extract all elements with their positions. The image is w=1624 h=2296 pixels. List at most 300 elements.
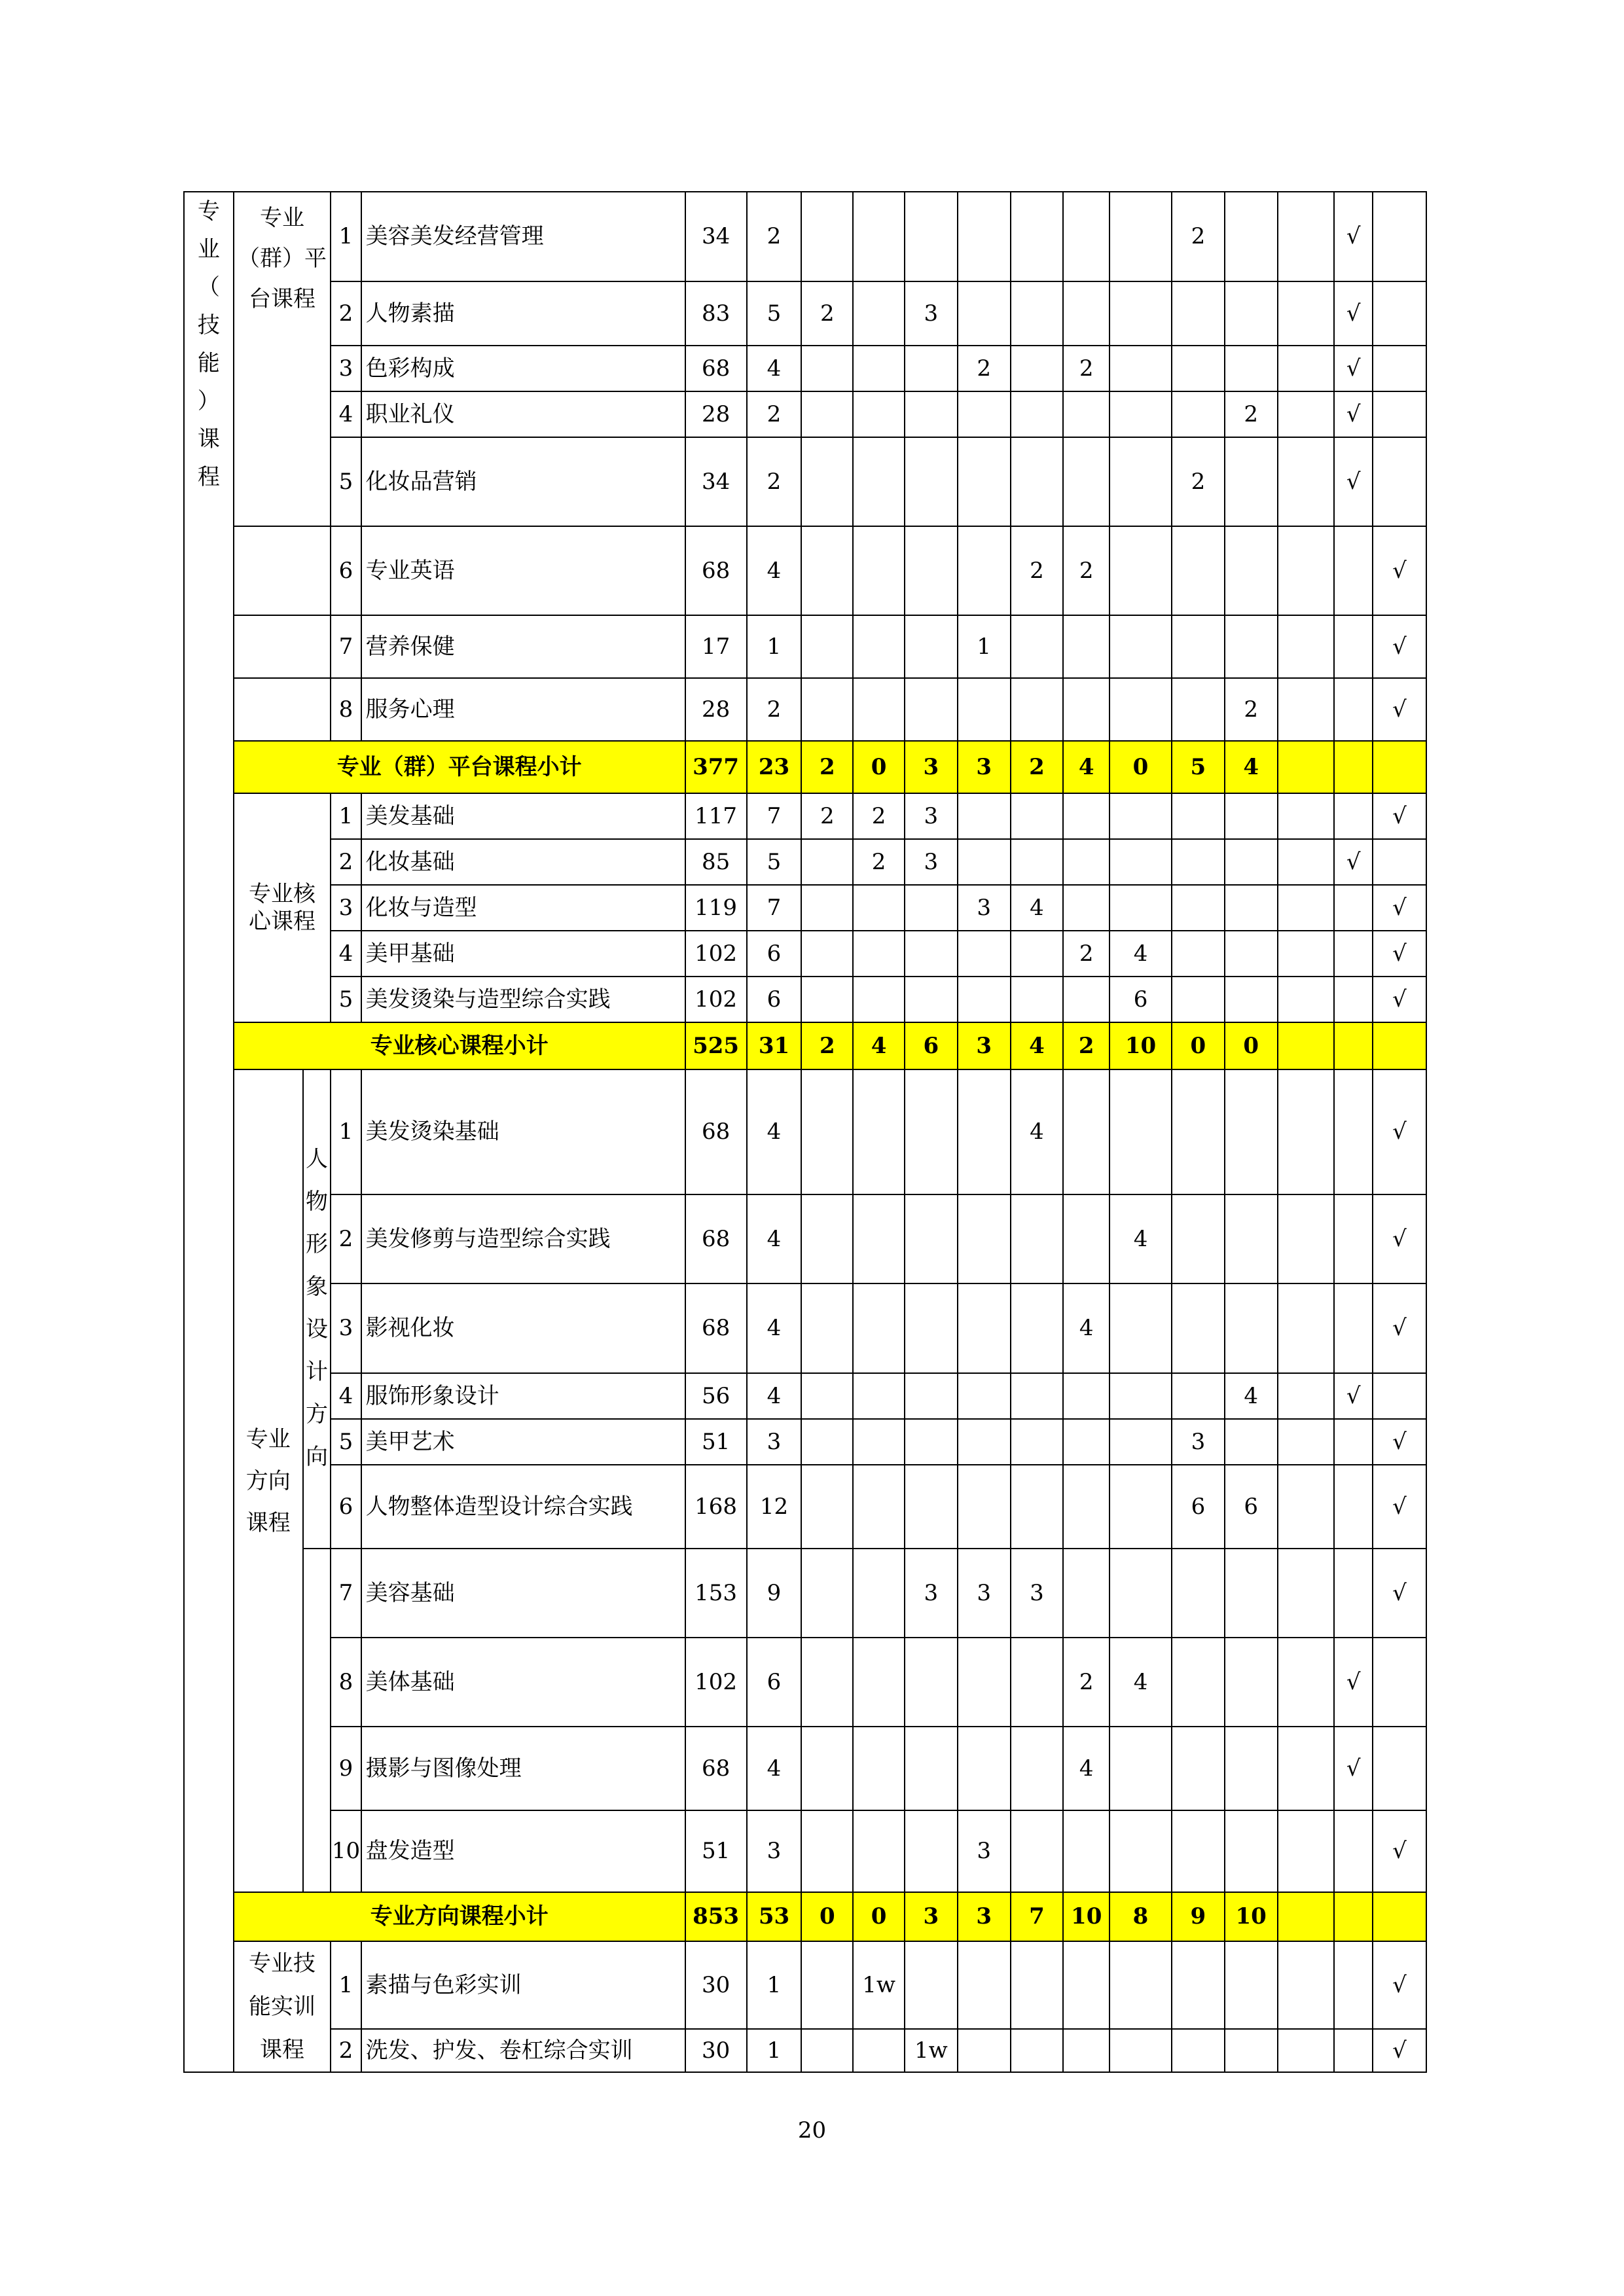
semester-hours <box>958 931 1011 977</box>
group-platform: 专业（群）平台课程 <box>234 192 331 526</box>
table-row <box>184 1465 1426 1549</box>
course-name: 人物素描 <box>361 281 685 346</box>
semester-hours: 4 <box>1011 1069 1064 1194</box>
semester-hours <box>1011 192 1064 281</box>
subtotal-semester: 0 <box>853 1892 905 1941</box>
credits: 4 <box>747 526 802 615</box>
semester-hours <box>1063 1419 1110 1465</box>
semester-hours: 1w <box>905 2029 958 2072</box>
semester-hours: 2 <box>853 839 905 885</box>
course-name: 美容美发经营管理 <box>361 192 685 281</box>
semester-hours <box>1063 977 1110 1022</box>
credits: 4 <box>747 1373 802 1419</box>
semester-hours <box>1278 346 1335 391</box>
table-row <box>184 192 1426 281</box>
semester-hours <box>958 437 1011 526</box>
semester-hours <box>1172 391 1225 437</box>
semester-hours <box>853 1465 905 1549</box>
semester-hours <box>1110 1941 1172 2029</box>
semester-hours <box>1278 839 1335 885</box>
assessment-check <box>1373 437 1426 526</box>
course-name: 摄影与图像处理 <box>361 1727 685 1810</box>
semester-hours <box>1172 931 1225 977</box>
semester-hours <box>1063 437 1110 526</box>
semester-hours <box>905 526 958 615</box>
semester-hours <box>1110 1069 1172 1194</box>
semester-hours <box>1278 391 1335 437</box>
total-hours: 28 <box>685 678 747 741</box>
semester-hours <box>1011 1419 1064 1465</box>
semester-hours <box>853 1194 905 1283</box>
semester-hours <box>1063 678 1110 741</box>
semester-hours <box>1172 793 1225 839</box>
credits: 6 <box>747 977 802 1022</box>
credits: 5 <box>747 839 802 885</box>
subtotal-semester: 3 <box>958 1892 1011 1941</box>
semester-hours: 4 <box>1063 1283 1110 1373</box>
table-row <box>184 839 1426 885</box>
semester-hours <box>1110 793 1172 839</box>
semester-hours <box>958 1194 1011 1283</box>
semester-hours <box>905 1194 958 1283</box>
row-number: 3 <box>331 885 361 931</box>
semester-hours <box>1110 1419 1172 1465</box>
table-row <box>184 977 1426 1022</box>
semester-hours <box>1110 1373 1172 1419</box>
semester-hours <box>1225 1069 1278 1194</box>
table-row <box>184 678 1426 741</box>
subtotal-semester: 4 <box>1011 1022 1064 1069</box>
row-number: 6 <box>331 526 361 615</box>
semester-hours <box>1063 1941 1110 2029</box>
semester-hours <box>1225 346 1278 391</box>
semester-hours <box>958 1283 1011 1373</box>
semester-hours <box>1225 437 1278 526</box>
semester-hours: 2 <box>1172 192 1225 281</box>
semester-hours <box>958 1419 1011 1465</box>
total-hours: 68 <box>685 1283 747 1373</box>
course-name: 化妆与造型 <box>361 885 685 931</box>
semester-hours: 6 <box>1225 1465 1278 1549</box>
course-name: 服务心理 <box>361 678 685 741</box>
semester-hours <box>1172 1373 1225 1419</box>
course-name: 人物整体造型设计综合实践 <box>361 1465 685 1549</box>
semester-hours <box>1110 885 1172 931</box>
semester-hours: 3 <box>905 793 958 839</box>
semester-hours <box>801 1941 853 2029</box>
credits: 2 <box>747 192 802 281</box>
exam-check <box>1334 1941 1373 2029</box>
semester-hours <box>1011 1194 1064 1283</box>
total-hours: 68 <box>685 1069 747 1194</box>
row-number: 1 <box>331 192 361 281</box>
exam-check: √ <box>1334 437 1373 526</box>
credits: 7 <box>747 885 802 931</box>
exam-check <box>1334 1419 1373 1465</box>
subtotal-semester: 3 <box>958 741 1011 793</box>
semester-hours <box>1011 1727 1064 1810</box>
credits: 9 <box>747 1549 802 1638</box>
subtotal-semester: 3 <box>905 1892 958 1941</box>
semester-hours <box>1063 793 1110 839</box>
total-hours: 153 <box>685 1549 747 1638</box>
semester-hours <box>905 192 958 281</box>
semester-hours <box>1225 1549 1278 1638</box>
semester-hours <box>1011 678 1064 741</box>
row-number: 2 <box>331 281 361 346</box>
semester-hours: 6 <box>1110 977 1172 1022</box>
semester-hours <box>1278 526 1335 615</box>
semester-hours <box>1172 526 1225 615</box>
subtotal-semester <box>1278 741 1335 793</box>
semester-hours <box>1225 192 1278 281</box>
subtotal-semester <box>1278 1022 1335 1069</box>
semester-hours <box>905 1638 958 1727</box>
semester-hours <box>801 885 853 931</box>
semester-hours: 3 <box>958 1810 1011 1892</box>
semester-hours <box>801 437 853 526</box>
table-row <box>184 1069 1426 1194</box>
semester-hours: 2 <box>1063 526 1110 615</box>
assessment-check <box>1373 346 1426 391</box>
semester-hours <box>853 1419 905 1465</box>
semester-hours: 2 <box>1011 526 1064 615</box>
semester-hours <box>1278 793 1335 839</box>
subtotal-semester: 7 <box>1011 1892 1064 1941</box>
semester-hours <box>853 437 905 526</box>
assessment-check: √ <box>1373 2029 1426 2072</box>
table-row <box>184 281 1426 346</box>
semester-hours <box>1063 1549 1110 1638</box>
semester-hours <box>1011 281 1064 346</box>
subtotal-hours: 525 <box>685 1022 747 1069</box>
semester-hours <box>1225 281 1278 346</box>
row-number: 2 <box>331 2029 361 2072</box>
assessment-check <box>1373 192 1426 281</box>
semester-hours <box>1011 977 1064 1022</box>
credits: 12 <box>747 1465 802 1549</box>
total-hours: 117 <box>685 793 747 839</box>
semester-hours: 4 <box>1110 1194 1172 1283</box>
credits: 2 <box>747 391 802 437</box>
semester-hours: 2 <box>958 346 1011 391</box>
subtotal-row <box>184 741 1426 793</box>
semester-hours <box>1063 192 1110 281</box>
row-number: 4 <box>331 1373 361 1419</box>
subtotal-semester: 3 <box>905 741 958 793</box>
semester-hours <box>1011 2029 1064 2072</box>
semester-hours <box>801 1638 853 1727</box>
credits: 1 <box>747 615 802 678</box>
semester-hours <box>853 615 905 678</box>
semester-hours <box>958 526 1011 615</box>
semester-hours <box>1063 1194 1110 1283</box>
semester-hours <box>853 977 905 1022</box>
row-number: 1 <box>331 1941 361 2029</box>
semester-hours <box>1110 281 1172 346</box>
semester-hours: 1w <box>853 1941 905 2029</box>
semester-hours: 3 <box>958 885 1011 931</box>
semester-hours <box>1172 281 1225 346</box>
exam-check: √ <box>1334 346 1373 391</box>
semester-hours <box>958 793 1011 839</box>
table-row <box>184 885 1426 931</box>
semester-hours <box>905 1069 958 1194</box>
semester-hours <box>1278 1419 1335 1465</box>
semester-hours <box>1172 678 1225 741</box>
table-row <box>184 1419 1426 1465</box>
semester-hours <box>1225 1638 1278 1727</box>
semester-hours: 2 <box>1172 437 1225 526</box>
semester-hours <box>1225 1283 1278 1373</box>
semester-hours <box>1011 1373 1064 1419</box>
semester-hours: 2 <box>801 793 853 839</box>
semester-hours <box>1110 192 1172 281</box>
subtotal-empty <box>1334 741 1373 793</box>
exam-check <box>1334 1194 1373 1283</box>
exam-check <box>1334 1810 1373 1892</box>
category-cell: 专 业 （ 技 能 ） 课 程 <box>184 192 234 2072</box>
table-row <box>184 437 1426 526</box>
semester-hours <box>1110 437 1172 526</box>
course-name: 美体基础 <box>361 1638 685 1727</box>
total-hours: 17 <box>685 615 747 678</box>
table-row <box>184 1727 1426 1810</box>
credits: 7 <box>747 793 802 839</box>
semester-hours <box>1278 1465 1335 1549</box>
semester-hours <box>801 346 853 391</box>
semester-hours <box>1011 391 1064 437</box>
group-empty <box>234 615 331 678</box>
semester-hours <box>905 1941 958 2029</box>
semester-hours <box>1063 281 1110 346</box>
semester-hours <box>1110 839 1172 885</box>
semester-hours <box>1225 977 1278 1022</box>
semester-hours <box>1172 885 1225 931</box>
semester-hours <box>1278 1941 1335 2029</box>
semester-hours <box>1278 1069 1335 1194</box>
total-hours: 30 <box>685 2029 747 2072</box>
semester-hours <box>1011 1810 1064 1892</box>
credits: 4 <box>747 1727 802 1810</box>
subtotal-semester: 8 <box>1110 1892 1172 1941</box>
semester-hours <box>958 391 1011 437</box>
credits: 3 <box>747 1810 802 1892</box>
course-name: 美容基础 <box>361 1549 685 1638</box>
subtotal-semester: 4 <box>1063 741 1110 793</box>
semester-hours <box>1063 2029 1110 2072</box>
total-hours: 34 <box>685 192 747 281</box>
semester-hours <box>1110 1465 1172 1549</box>
row-number: 4 <box>331 931 361 977</box>
exam-check <box>1334 977 1373 1022</box>
row-number: 4 <box>331 391 361 437</box>
semester-hours <box>853 391 905 437</box>
semester-hours: 4 <box>1110 1638 1172 1727</box>
semester-hours <box>801 526 853 615</box>
row-number: 1 <box>331 1069 361 1194</box>
semester-hours <box>958 678 1011 741</box>
exam-check <box>1334 615 1373 678</box>
semester-hours <box>1110 391 1172 437</box>
table-row <box>184 615 1426 678</box>
course-name: 美发基础 <box>361 793 685 839</box>
total-hours: 56 <box>685 1373 747 1419</box>
semester-hours <box>1225 526 1278 615</box>
semester-hours <box>1225 1810 1278 1892</box>
semester-hours <box>1225 1727 1278 1810</box>
semester-hours <box>905 1727 958 1810</box>
exam-check <box>1334 885 1373 931</box>
semester-hours <box>958 977 1011 1022</box>
subtotal-semester: 0 <box>1172 1022 1225 1069</box>
semester-hours <box>801 931 853 977</box>
exam-check <box>1334 1069 1373 1194</box>
subtotal-hours: 853 <box>685 1892 747 1941</box>
semester-hours <box>1063 1810 1110 1892</box>
group-direction-sub: 人 物 形 象 设 计 方 向 <box>303 1069 331 1549</box>
course-name: 美甲艺术 <box>361 1419 685 1465</box>
exam-check: √ <box>1334 391 1373 437</box>
semester-hours <box>1278 437 1335 526</box>
semester-hours <box>1172 1194 1225 1283</box>
semester-hours <box>905 1419 958 1465</box>
semester-hours <box>958 1941 1011 2029</box>
exam-check <box>1334 678 1373 741</box>
table-row <box>184 526 1426 615</box>
subtotal-semester: 2 <box>1011 741 1064 793</box>
semester-hours: 6 <box>1172 1465 1225 1549</box>
semester-hours: 4 <box>1110 931 1172 977</box>
semester-hours: 4 <box>1011 885 1064 931</box>
credits: 5 <box>747 281 802 346</box>
course-name: 美甲基础 <box>361 931 685 977</box>
semester-hours: 4 <box>1225 1373 1278 1419</box>
semester-hours <box>853 1549 905 1638</box>
credits: 4 <box>747 346 802 391</box>
subtotal-semester: 6 <box>905 1022 958 1069</box>
course-name: 色彩构成 <box>361 346 685 391</box>
assessment-check <box>1373 1373 1426 1419</box>
course-name: 营养保健 <box>361 615 685 678</box>
semester-hours: 3 <box>1172 1419 1225 1465</box>
semester-hours <box>1011 1941 1064 2029</box>
semester-hours <box>1110 1283 1172 1373</box>
semester-hours: 1 <box>958 615 1011 678</box>
semester-hours: 2 <box>1063 1638 1110 1727</box>
semester-hours <box>1278 281 1335 346</box>
total-hours: 102 <box>685 931 747 977</box>
semester-hours <box>1172 615 1225 678</box>
subtotal-hours: 377 <box>685 741 747 793</box>
semester-hours <box>801 977 853 1022</box>
semester-hours <box>1110 526 1172 615</box>
semester-hours <box>1172 346 1225 391</box>
subtotal-semester <box>1278 1892 1335 1941</box>
semester-hours <box>1278 977 1335 1022</box>
credits: 4 <box>747 1283 802 1373</box>
semester-hours <box>801 192 853 281</box>
row-number: 7 <box>331 615 361 678</box>
subtotal-semester: 0 <box>853 741 905 793</box>
semester-hours <box>801 1419 853 1465</box>
semester-hours: 3 <box>905 1549 958 1638</box>
semester-hours <box>1172 1638 1225 1727</box>
total-hours: 102 <box>685 977 747 1022</box>
semester-hours <box>1278 2029 1335 2072</box>
semester-hours <box>1225 931 1278 977</box>
subtotal-semester: 10 <box>1225 1892 1278 1941</box>
table-row <box>184 1283 1426 1373</box>
semester-hours <box>1011 1283 1064 1373</box>
subtotal-semester: 0 <box>801 1892 853 1941</box>
semester-hours <box>1278 1283 1335 1373</box>
subtotal-semester: 4 <box>853 1022 905 1069</box>
table-row <box>184 1810 1426 1892</box>
semester-hours <box>1225 1194 1278 1283</box>
credits: 4 <box>747 1069 802 1194</box>
course-name: 化妆基础 <box>361 839 685 885</box>
course-name: 素描与色彩实训 <box>361 1941 685 2029</box>
semester-hours: 2 <box>1063 931 1110 977</box>
semester-hours <box>905 1465 958 1549</box>
assessment-check: √ <box>1373 526 1426 615</box>
semester-hours: 3 <box>1011 1549 1064 1638</box>
row-number: 5 <box>331 1419 361 1465</box>
semester-hours <box>1110 678 1172 741</box>
table-row <box>184 1941 1426 2029</box>
subtotal-label: 专业（群）平台课程小计 <box>234 741 685 793</box>
subtotal-semester: 10 <box>1063 1892 1110 1941</box>
row-number: 5 <box>331 977 361 1022</box>
semester-hours <box>853 526 905 615</box>
table-row <box>184 1638 1426 1727</box>
semester-hours <box>1011 793 1064 839</box>
assessment-check: √ <box>1373 678 1426 741</box>
row-number: 2 <box>331 1194 361 1283</box>
semester-hours <box>905 391 958 437</box>
semester-hours <box>1172 977 1225 1022</box>
exam-check <box>1334 1465 1373 1549</box>
total-hours: 51 <box>685 1419 747 1465</box>
semester-hours <box>1110 1727 1172 1810</box>
semester-hours <box>801 1465 853 1549</box>
subtotal-label: 专业方向课程小计 <box>234 1892 685 1941</box>
semester-hours <box>905 1283 958 1373</box>
exam-check: √ <box>1334 1638 1373 1727</box>
course-name: 化妆品营销 <box>361 437 685 526</box>
semester-hours <box>801 839 853 885</box>
semester-hours <box>1063 1465 1110 1549</box>
exam-check <box>1334 2029 1373 2072</box>
semester-hours <box>1063 391 1110 437</box>
semester-hours <box>1011 839 1064 885</box>
semester-hours <box>905 977 958 1022</box>
exam-check: √ <box>1334 839 1373 885</box>
semester-hours <box>1225 615 1278 678</box>
assessment-check: √ <box>1373 1419 1426 1465</box>
total-hours: 168 <box>685 1465 747 1549</box>
subtotal-empty <box>1373 741 1426 793</box>
semester-hours <box>958 1465 1011 1549</box>
semester-hours: 2 <box>1225 391 1278 437</box>
semester-hours <box>1011 437 1064 526</box>
table-row <box>184 1549 1426 1638</box>
semester-hours <box>1172 1283 1225 1373</box>
semester-hours <box>801 1194 853 1283</box>
semester-hours <box>1063 1069 1110 1194</box>
semester-hours <box>905 437 958 526</box>
